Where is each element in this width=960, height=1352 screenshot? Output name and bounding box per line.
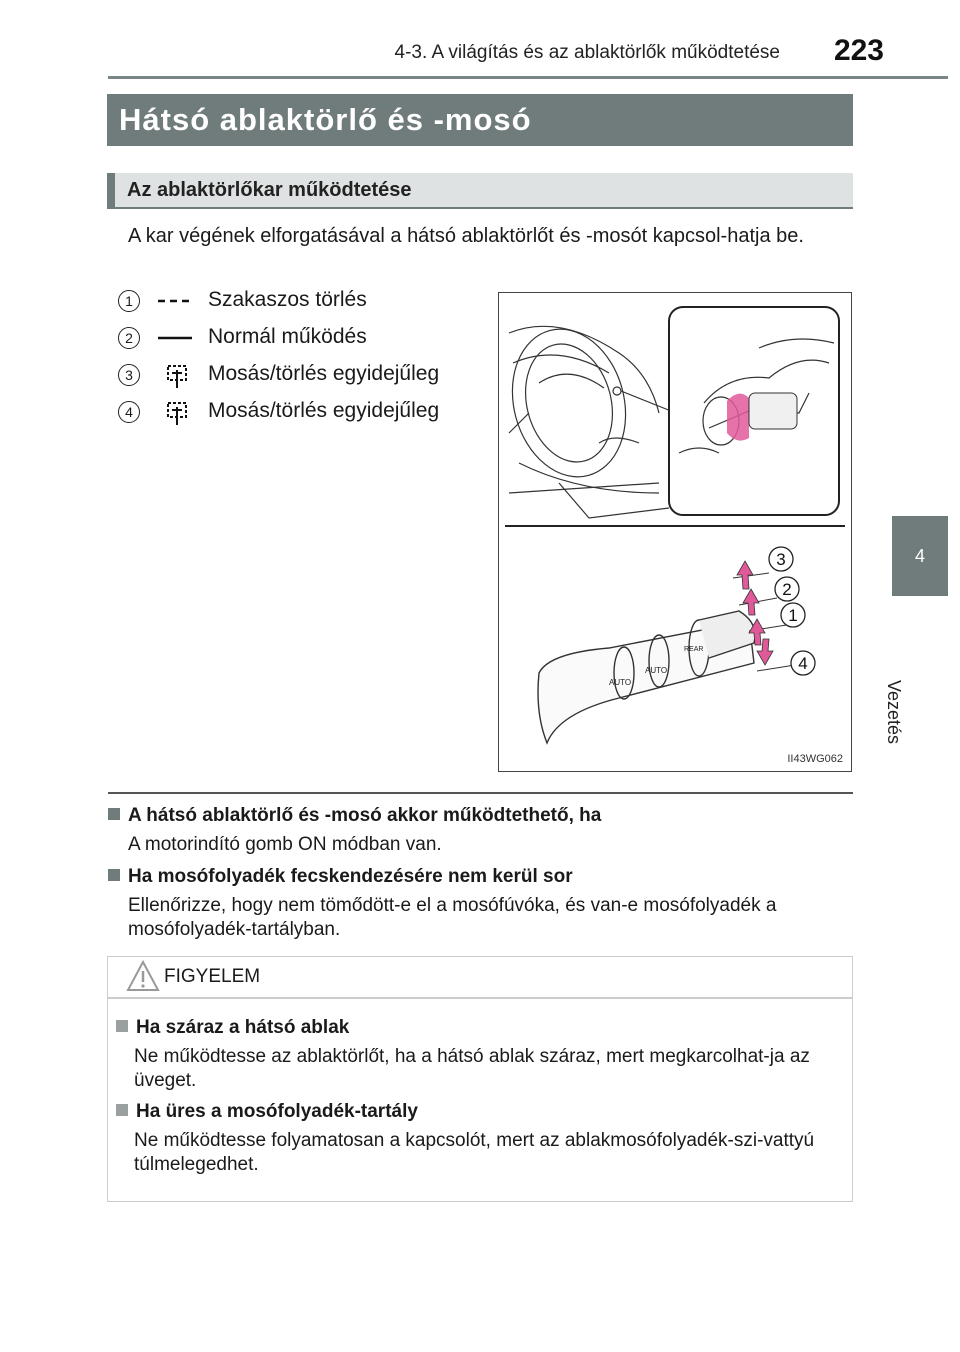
note-title-text: Ha mosófolyadék fecskendezésére nem kerül sor [128, 866, 573, 887]
mode-number: 4 [118, 401, 140, 423]
header-divider [108, 76, 948, 79]
callout-4: 4 [798, 654, 808, 673]
bullet-square-icon [116, 1020, 128, 1032]
section-title: Hátsó ablaktörlő és -mosó [107, 94, 853, 146]
page-number: 223 [833, 34, 884, 67]
mode-number: 2 [118, 327, 140, 349]
note-body-2: Ellenőrizze, hogy nem tömődött-e el a mosófúvóka, és van-e mosófolyadék a mosófolyadék-tartályban. [128, 895, 777, 940]
lever-label: AUTO [645, 666, 668, 675]
mode-number: 3 [118, 364, 140, 386]
lever-label: AUTO [609, 678, 632, 687]
note-title-text: A hátsó ablaktörlő és -mosó akkor működtethető, ha [128, 805, 602, 826]
figure-code: II43WG062 [787, 753, 843, 765]
callout-2: 2 [782, 580, 792, 599]
warning-item-body-1: Ne működtesse az ablaktörlőt, ha a hátsó ablak száraz, mert megkarcolhat-ja az üveget. [134, 1046, 810, 1091]
warning-item-title-text: Ha üres a mosófolyadék-tartály [136, 1101, 418, 1122]
warning-item-title-2 [116, 1101, 418, 1123]
chapter-tab-label-wrap [884, 600, 934, 745]
callout-3: 3 [776, 550, 786, 569]
mode-label: Mosás/törlés egyidejűleg [208, 362, 440, 385]
warning-item-body-2: Ne működtesse folyamatosan a kapcsolót, mert az ablakmosófolyadék-szi-vattyú túlmelegedhet. [134, 1130, 815, 1175]
chapter-header: 4-3. A világítás és az ablaktörlők működtetése [394, 42, 780, 63]
chapter-tab-label: Vezetés [884, 680, 904, 745]
chapter-tab[interactable] [892, 516, 948, 596]
warning-triangle-icon [126, 960, 160, 992]
wiper-lever-illustration [498, 292, 852, 772]
mode-number: 1 [118, 290, 140, 312]
note-title-1 [108, 805, 601, 827]
illustration-drawing [499, 293, 851, 771]
mode-label: Normál működés [208, 325, 367, 348]
bullet-square-icon [108, 808, 120, 820]
chapter-tab-number: 4 [914, 545, 925, 566]
warning-item-title-text: Ha száraz a hátsó ablak [136, 1017, 350, 1038]
subsection-title: Az ablaktörlőkar működtetése [107, 173, 853, 209]
warning-label: FIGYELEM [164, 966, 261, 987]
warning-item-title-1 [116, 1017, 349, 1039]
callout-1: 1 [788, 606, 798, 625]
mode-label: Szakaszos törlés [208, 288, 367, 311]
intro-paragraph: A kar végének elforgatásával a hátsó ablaktörlőt és -mosót kapcsol-hatja be. [128, 225, 804, 247]
bullet-square-icon [116, 1104, 128, 1116]
dashed-line-icon [156, 288, 196, 314]
note-title-2 [108, 866, 573, 888]
warning-divider [108, 997, 852, 999]
mode-label: Mosás/törlés egyidejűleg [208, 399, 440, 422]
lever-label: REAR [684, 646, 704, 653]
section-divider [108, 792, 853, 794]
solid-line-icon [156, 325, 196, 351]
note-body-1: A motorindító gomb ON módban van. [128, 834, 442, 855]
subsection-marker [107, 173, 115, 209]
rear-washer-icon [156, 362, 196, 388]
bullet-square-icon [108, 869, 120, 881]
rear-washer-icon [156, 399, 196, 425]
